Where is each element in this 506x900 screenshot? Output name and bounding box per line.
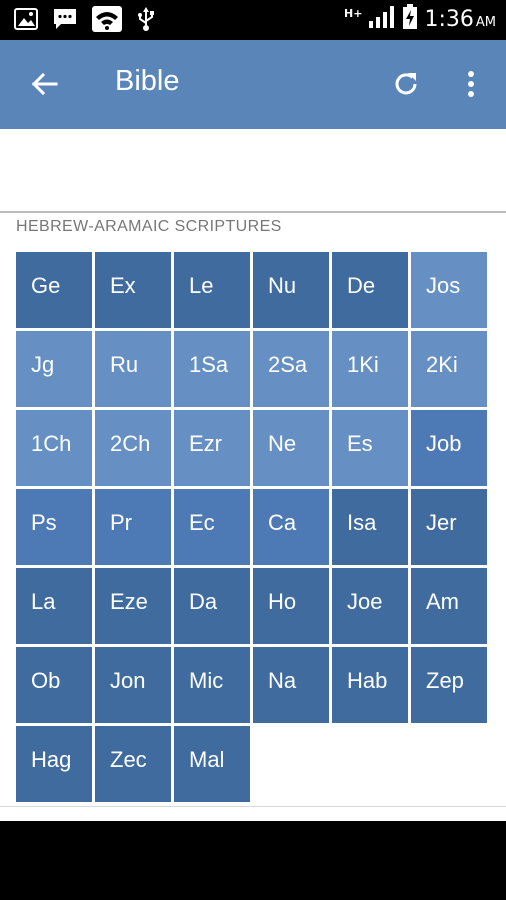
book-tile-ru[interactable] [95,331,171,407]
book-tile-label: Na [268,668,297,693]
book-tile-label: Hab [347,668,388,693]
book-tile-label: Ob [31,668,61,693]
book-tile-na[interactable] [253,647,329,723]
book-tile-job[interactable] [411,410,487,486]
status-system [344,4,496,34]
book-tile-label: Mal [189,747,225,772]
book-tile-le[interactable] [174,252,250,328]
book-tile-label: 1Ch [31,431,72,456]
book-tile-2sa[interactable] [253,331,329,407]
status-notifications [14,6,156,36]
book-tile-label: Le [189,273,214,298]
book-tile-1sa[interactable] [174,331,250,407]
book-tile-ex[interactable] [95,252,171,328]
book-tile-1ch[interactable] [16,410,92,486]
book-tile-jer[interactable] [411,489,487,565]
book-tile-hag[interactable] [16,726,92,802]
book-tile-label: 2Ki [426,352,458,377]
book-tile-2ki[interactable] [411,331,487,407]
book-tile-label: Da [189,589,218,614]
battery-icon [402,4,418,34]
book-tile-label: De [347,273,376,298]
gallery-icon [14,8,38,34]
book-tile-ec[interactable] [174,489,250,565]
network-type-label: H+ [344,6,363,20]
book-tile-label: Joe [347,589,383,614]
page-title: Bible [115,65,180,97]
arrow-left-icon [30,72,58,96]
book-tile-label: Jg [31,352,55,377]
refresh-button[interactable] [388,66,424,102]
book-tile-label: 2Ch [110,431,151,456]
status-bar [0,0,506,40]
book-tile-ezr[interactable] [174,410,250,486]
book-tile-label: Ge [31,273,61,298]
book-tile-nu[interactable] [253,252,329,328]
book-tile-de[interactable] [332,252,408,328]
back-button[interactable] [26,66,62,102]
header-divider [0,211,506,213]
book-tile-zec[interactable] [95,726,171,802]
book-tile-label: Ca [268,510,297,535]
book-tile-label: Nu [268,273,297,298]
book-tile-label: 1Ki [347,352,379,377]
usb-icon [136,6,156,36]
book-tile-es[interactable] [332,410,408,486]
book-tile-ho[interactable] [253,568,329,644]
book-tile-label: Ho [268,589,297,614]
book-tile-label: Isa [347,510,377,535]
book-tile-jon[interactable] [95,647,171,723]
app-bar [0,40,506,129]
book-tile-label: Ru [110,352,139,377]
book-tile-isa[interactable] [332,489,408,565]
book-tile-label: Jon [110,668,146,693]
book-tile-label: Ne [268,431,297,456]
book-tile-ps[interactable] [16,489,92,565]
book-tile-label: 1Sa [189,352,229,377]
refresh-icon [391,69,421,99]
book-tile-ge[interactable] [16,252,92,328]
book-tile-label: Jos [426,273,461,298]
book-tile-label: Eze [110,589,148,614]
main-content [0,129,506,821]
book-tile-label: Zep [426,668,464,693]
book-tile-label: Zec [110,747,147,772]
book-tile-ob[interactable] [16,647,92,723]
book-tile-mal[interactable] [174,726,250,802]
book-tile-la[interactable] [16,568,92,644]
book-tile-joe[interactable] [332,568,408,644]
clock-ampm: AM [475,14,496,30]
book-tile-label: Ex [110,273,136,298]
book-tile-label: Job [426,431,462,456]
book-tile-label: La [31,589,56,614]
book-tile-ca[interactable] [253,489,329,565]
book-tile-mic[interactable] [174,647,250,723]
book-tile-label: Ec [189,510,215,535]
clock [424,7,496,32]
book-tile-jg[interactable] [16,331,92,407]
book-tile-label: Es [347,431,373,456]
messaging-icon [52,7,78,35]
book-tile-jos[interactable] [411,252,487,328]
more-vert-icon [467,70,475,98]
book-tile-label: Jer [426,510,457,535]
book-tile-label: Mic [189,668,224,693]
book-tile-label: 2Sa [268,352,308,377]
book-tile-2ch[interactable] [95,410,171,486]
clock-time: 1:36 [424,6,474,32]
book-tile-label: Hag [31,747,72,772]
wifi-icon [92,6,122,36]
book-tile-hab[interactable] [332,647,408,723]
section-title: HEBREW-ARAMAIC SCRIPTURES [16,218,282,235]
bottom-divider [0,806,506,807]
book-tile-1ki[interactable] [332,331,408,407]
overflow-menu-button[interactable] [456,66,486,102]
book-tile-label: Ps [31,510,57,535]
book-tile-label: Am [426,589,459,614]
navigation-bar-area [0,821,506,900]
book-tile-pr[interactable] [95,489,171,565]
book-tile-ne[interactable] [253,410,329,486]
signal-icon [368,5,396,33]
book-tile-label: Ezr [189,431,222,456]
book-tile-label: Pr [110,510,132,535]
book-tile-da[interactable] [174,568,250,644]
book-tile-zep[interactable] [411,647,487,723]
header-blank-area [0,129,506,211]
book-tile-eze[interactable] [95,568,171,644]
book-tile-am[interactable] [411,568,487,644]
